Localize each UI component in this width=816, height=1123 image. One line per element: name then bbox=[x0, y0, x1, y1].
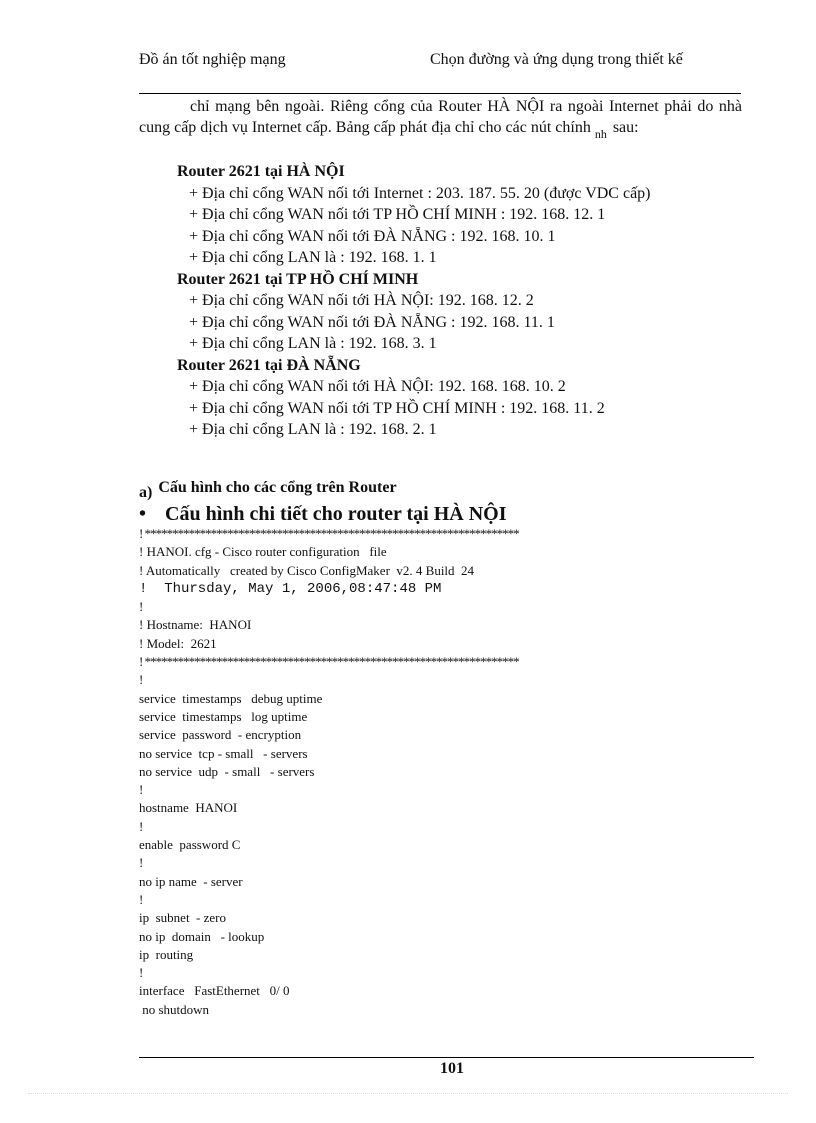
router-hcm-title: Router 2621 tại TP HỒ CHÍ MINH bbox=[177, 270, 419, 288]
config-line: service timestamps log uptime bbox=[139, 708, 308, 724]
router-hcm-line: + Địa chỉ cổng LAN là : 192. 168. 3. 1 bbox=[189, 335, 437, 352]
router-address-list bbox=[139, 161, 749, 441]
intro-subscript: nh bbox=[594, 127, 607, 141]
config-line: no service udp - small - servers bbox=[139, 763, 315, 779]
config-line: ! Automatically created by Cisco ConfigMaker v2. 4 Build 24 bbox=[139, 562, 475, 578]
config-line: service timestamps debug uptime bbox=[139, 690, 323, 706]
config-star-rule: ! ******************************************************************** bbox=[139, 526, 519, 541]
router-danang-title: Router 2621 tại ĐÀ NẴNG bbox=[177, 356, 361, 374]
config-line: no ip name - server bbox=[139, 873, 243, 889]
config-line: ! bbox=[139, 782, 144, 798]
page-bottom-dotted-rule bbox=[28, 1093, 788, 1094]
config-line: ! bbox=[139, 599, 144, 615]
section-a-label: a) bbox=[139, 484, 153, 501]
config-listing bbox=[139, 525, 739, 1019]
config-line: interface FastEthernet 0/ 0 bbox=[139, 983, 290, 999]
router-hanoi-line: + Địa chỉ cổng LAN là : 192. 168. 1. 1 bbox=[189, 249, 437, 266]
config-line: ! bbox=[139, 818, 144, 834]
router-danang-line: + Địa chỉ cổng WAN nối tới TP HỒ CHÍ MINH : 192. 168. 11. 2 bbox=[189, 399, 605, 417]
section-bullet-title: Cấu hình chi tiết cho router tại HÀ NỘI bbox=[165, 503, 507, 525]
section-a-title: Cấu hình cho các cổng trên Router bbox=[158, 479, 397, 496]
config-line: no ip domain - lookup bbox=[139, 928, 265, 944]
intro-text-end: sau: bbox=[612, 119, 639, 136]
intro-text: chỉ mạng bên ngoài. Riêng cổng của Router HÀ NỘI ra ngoài Internet phải do nhà cung cấp dịch vụ Internet cấp. Bảng cấp phát địa chỉ cho các nút chính bbox=[139, 98, 742, 136]
config-line: ! bbox=[139, 672, 144, 688]
header-right-title: Chọn đường và ứng dụng trong thiết kế bbox=[430, 51, 683, 68]
config-line: ! Model: 2621 bbox=[139, 635, 217, 651]
config-line: enable password C bbox=[139, 837, 241, 853]
config-line: ip routing bbox=[139, 946, 194, 962]
config-line: hostname HANOI bbox=[139, 800, 238, 816]
config-line: ! bbox=[139, 855, 144, 871]
config-line: no service tcp - small - servers bbox=[139, 745, 308, 761]
config-line: ! bbox=[139, 891, 144, 907]
config-line: no shutdown bbox=[139, 1001, 210, 1017]
router-hcm-line: + Địa chỉ cổng WAN nối tới ĐÀ NẴNG : 192. 168. 11. 1 bbox=[189, 313, 555, 331]
intro-paragraph bbox=[139, 96, 742, 139]
header-divider bbox=[139, 93, 741, 94]
bullet-icon: • bbox=[139, 503, 147, 525]
page-number: 101 bbox=[440, 1060, 464, 1077]
router-danang-line: + Địa chỉ cổng WAN nối tới HÀ NỘI: 192. 168. 168. 10. 2 bbox=[189, 378, 566, 395]
router-hcm-line: + Địa chỉ cổng WAN nối tới HÀ NỘI: 192. 168. 12. 2 bbox=[189, 292, 534, 309]
config-line: ! Thursday, May 1, 2006,08:47:48 PM bbox=[139, 580, 442, 597]
header-left-title: Đồ án tốt nghiệp mạng bbox=[139, 51, 286, 68]
config-line: ! bbox=[139, 965, 144, 981]
section-a-heading bbox=[139, 478, 397, 501]
section-bullet-heading bbox=[139, 501, 507, 527]
config-line: ip subnet - zero bbox=[139, 910, 227, 926]
router-hanoi-line: + Địa chỉ cổng WAN nối tới TP HỒ CHÍ MINH : 192. 168. 12. 1 bbox=[189, 206, 606, 223]
router-hanoi-title: Router 2621 tại HÀ NỘI bbox=[177, 163, 345, 180]
config-line: service password - encryption bbox=[139, 727, 302, 743]
router-hanoi-line: + Địa chỉ cổng WAN nối tới Internet : 203. 187. 55. 20 (được VDC cấp) bbox=[189, 184, 651, 202]
router-hanoi-line: + Địa chỉ cổng WAN nối tới ĐÀ NẴNG : 192. 168. 10. 1 bbox=[189, 227, 556, 245]
config-star-rule: ! ******************************************************************** bbox=[139, 654, 519, 670]
config-line: ! Hostname: HANOI bbox=[139, 617, 252, 633]
config-line: ! HANOI. cfg - Cisco router configuration file bbox=[139, 544, 387, 560]
footer-divider bbox=[139, 1057, 754, 1058]
router-danang-line: + Địa chỉ cổng LAN là : 192. 168. 2. 1 bbox=[189, 421, 437, 438]
